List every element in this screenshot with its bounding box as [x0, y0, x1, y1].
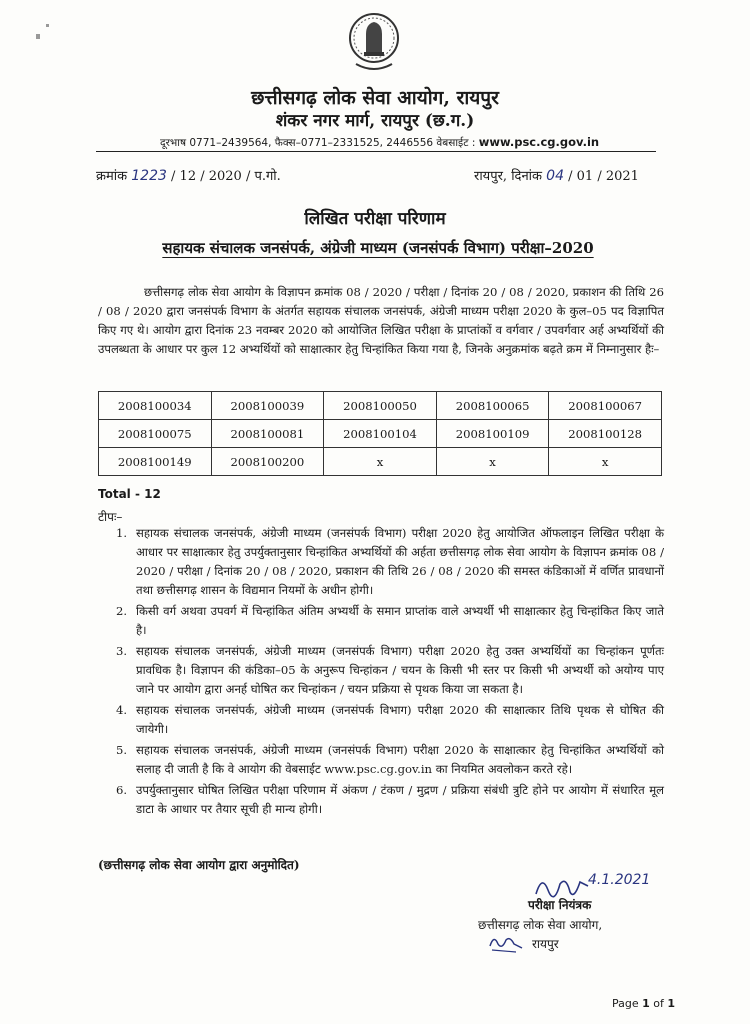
header-divider [96, 151, 656, 152]
reference-handwritten-number: 1223 [131, 168, 167, 184]
scan-speck [46, 24, 49, 27]
date-label: रायपुर, दिनांक [474, 169, 543, 184]
notes-list [98, 524, 664, 821]
page-current: 1 [642, 997, 650, 1010]
roll-number-cell: 2008100200 [211, 448, 324, 476]
roll-number-cell: 2008100050 [324, 392, 437, 420]
roll-number-cell: 2008100067 [549, 392, 662, 420]
note-number: 2. [116, 604, 128, 618]
note-item [98, 524, 664, 600]
page-total: 1 [667, 997, 676, 1010]
contact-text: दूरभाष 0771–2439564, फैक्स–0771–2331525, 2446556 वेबसाईट : [160, 137, 476, 149]
signatory-city: रायपुर [532, 937, 559, 951]
initials-scribble-icon [486, 930, 526, 954]
roll-number-cell: 2008100104 [324, 420, 437, 448]
note-text: सहायक संचालक जनसंपर्क, अंग्रेजी माध्यम (जनसंपर्क विभाग) परीक्षा 2020 के साक्षात्कार हेतु चिन्हांकित अभ्यर्थियों को सलाह दी जाती है कि वे आयोग की वेबसाईट www.psc.cg.gov.in का नियमित अवलोकन करते रहे। [136, 743, 664, 776]
scan-speck [36, 34, 40, 39]
note-number: 6. [116, 783, 128, 797]
document-subtitle: सहायक संचालक जनसंपर्क, अंग्रेजी माध्यम (जनसंपर्क विभाग) परीक्षा–2020 [162, 239, 594, 257]
signature-date: 4.1.2021 [588, 872, 651, 888]
note-number: 5. [116, 743, 128, 757]
roll-number-cell: 2008100081 [211, 420, 324, 448]
org-address: शंकर नगर मार्ग, रायपुर (छ.ग.) [275, 111, 475, 131]
roll-number-cell: 2008100034 [99, 392, 212, 420]
note-item [98, 781, 664, 819]
note-text: सहायक संचालक जनसंपर्क, अंग्रेजी माध्यम (जनसंपर्क विभाग) परीक्षा 2020 हेतु आयोजित ऑफलाइन लिखित परीक्षा के आधार पर साक्षात्कार हेतु उपर्युक्तानुसार चिन्हांकित अभ्यर्थियों की अर्हता छत्तीसगढ़ लोक सेवा आयोग के विज्ञापन क्रमांक 08 / 2020 / परीक्षा / दिनांक 20 / 08 / 2020, प्रकाशन की तिथि 26 / 08 / 2020 की समस्त कंडिकाओं में वर्णित प्रावधानों तथा छत्तीसगढ़ शासन के विद्यमान नियमों के अधीन होगी। [136, 526, 664, 597]
page-number [612, 997, 675, 1010]
org-name: छत्तीसगढ़ लोक सेवा आयोग, रायपुर [251, 87, 499, 109]
signatory-org: छत्तीसगढ़ लोक सेवा आयोग, [478, 918, 603, 932]
note-text: सहायक संचालक जनसंपर्क, अंग्रेजी माध्यम (जनसंपर्क विभाग) परीक्षा 2020 की साक्षात्कार तिथि पृथक से घोषित की जायेगी। [136, 703, 664, 736]
signatory-title: परीक्षा नियंत्रक [528, 898, 592, 912]
date-suffix: / 01 / 2021 [568, 169, 639, 184]
approval-line: (छत्तीसगढ़ लोक सेवा आयोग द्वारा अनुमोदित) [98, 858, 300, 872]
note-number: 3. [116, 644, 128, 658]
page-of: of [653, 997, 664, 1010]
reference-number [96, 166, 281, 184]
roll-number-cell: 2008100039 [211, 392, 324, 420]
note-text: किसी वर्ग अथवा उपवर्ग में चिन्हांकित अंतिम अभ्यर्थी के समान प्राप्तांक वाले अभ्यर्थी भी साक्षात्कार हेतु चिन्हांकित किए जाते है। [136, 604, 664, 637]
date-handwritten-day: 04 [546, 168, 564, 184]
roll-number-cell: 2008100065 [436, 392, 549, 420]
table-row [99, 392, 662, 420]
document-title: लिखित परीक्षा परिणाम [304, 209, 446, 229]
notes-heading: टीपः– [98, 510, 123, 524]
website-link[interactable]: www.psc.cg.gov.in [478, 135, 600, 149]
note-number: 1. [116, 526, 128, 540]
total-count: Total - 12 [98, 487, 161, 501]
roll-number-cell: x [324, 448, 437, 476]
note-item [98, 602, 664, 640]
roll-number-table [98, 391, 662, 476]
contact-line [160, 135, 600, 150]
reference-date [474, 166, 639, 184]
page-label: Page [612, 997, 639, 1010]
note-text: सहायक संचालक जनसंपर्क, अंग्रेजी माध्यम (जनसंपर्क विभाग) परीक्षा 2020 हेतु उक्त अभ्यर्थियों का चिन्हांकन पूर्णतः प्रावधिक है। विज्ञापन की कंडिका–05 के अनुरूप चिन्हांकन / चयन के किसी भी स्तर पर किसी भी अभ्यर्थी को अयोग्य पाए जाने पर आयोग द्वारा अनर्ह घोषित कर चिन्हांकन / चयन प्रक्रिया से पृथक किया जा सकता है। [136, 644, 664, 696]
note-item [98, 642, 664, 699]
roll-number-cell: 2008100149 [99, 448, 212, 476]
intro-paragraph: छत्तीसगढ़ लोक सेवा आयोग के विज्ञापन क्रमांक 08 / 2020 / परीक्षा / दिनांक 20 / 08 / 2020, प्रकाशन की तिथि 26 / 08 / 2020 द्वारा जनसंपर्क विभाग के अंतर्गत सहायक संचालक जनसंपर्क, अंग्रेजी माध्यम परीक्षा 2020 के कुल–05 पद विज्ञापित किए गए थे। आयोग द्वारा दिनांक 23 नवम्बर 2020 को आयोजित लिखित परीक्षा के प्राप्तांकों व वर्गवार / उपवर्गवार अर्ह अभ्यर्थियों की उपलब्धता के आधार पर कुल 12 अभ्यर्थियों को साक्षात्कार हेतु चिन्हांकित किया गया है, जिनके अनुक्रमांक बढ़ते क्रम में निम्नानुसार हैः– [98, 285, 664, 356]
table-row [99, 448, 662, 476]
table-row [99, 420, 662, 448]
note-item [98, 741, 664, 779]
note-item [98, 701, 664, 739]
reference-label: क्रमांक [96, 169, 128, 184]
roll-number-cell: 2008100109 [436, 420, 549, 448]
roll-number-cell: 2008100128 [549, 420, 662, 448]
roll-number-cell: x [549, 448, 662, 476]
roll-number-cell: 2008100075 [99, 420, 212, 448]
reference-suffix: / 12 / 2020 / प.गो. [171, 169, 281, 184]
note-number: 4. [116, 703, 128, 717]
cgpsc-emblem-icon [348, 8, 400, 78]
roll-number-cell: x [436, 448, 549, 476]
note-text: उपर्युक्तानुसार घोषित लिखित परीक्षा परिणाम में अंकण / टंकण / मुद्रण / प्रक्रिया संबंधी त्रुटि होने पर आयोग में संधारित मूल डाटा के आधार पर तैयार सूची ही मान्य होगी। [136, 783, 664, 816]
